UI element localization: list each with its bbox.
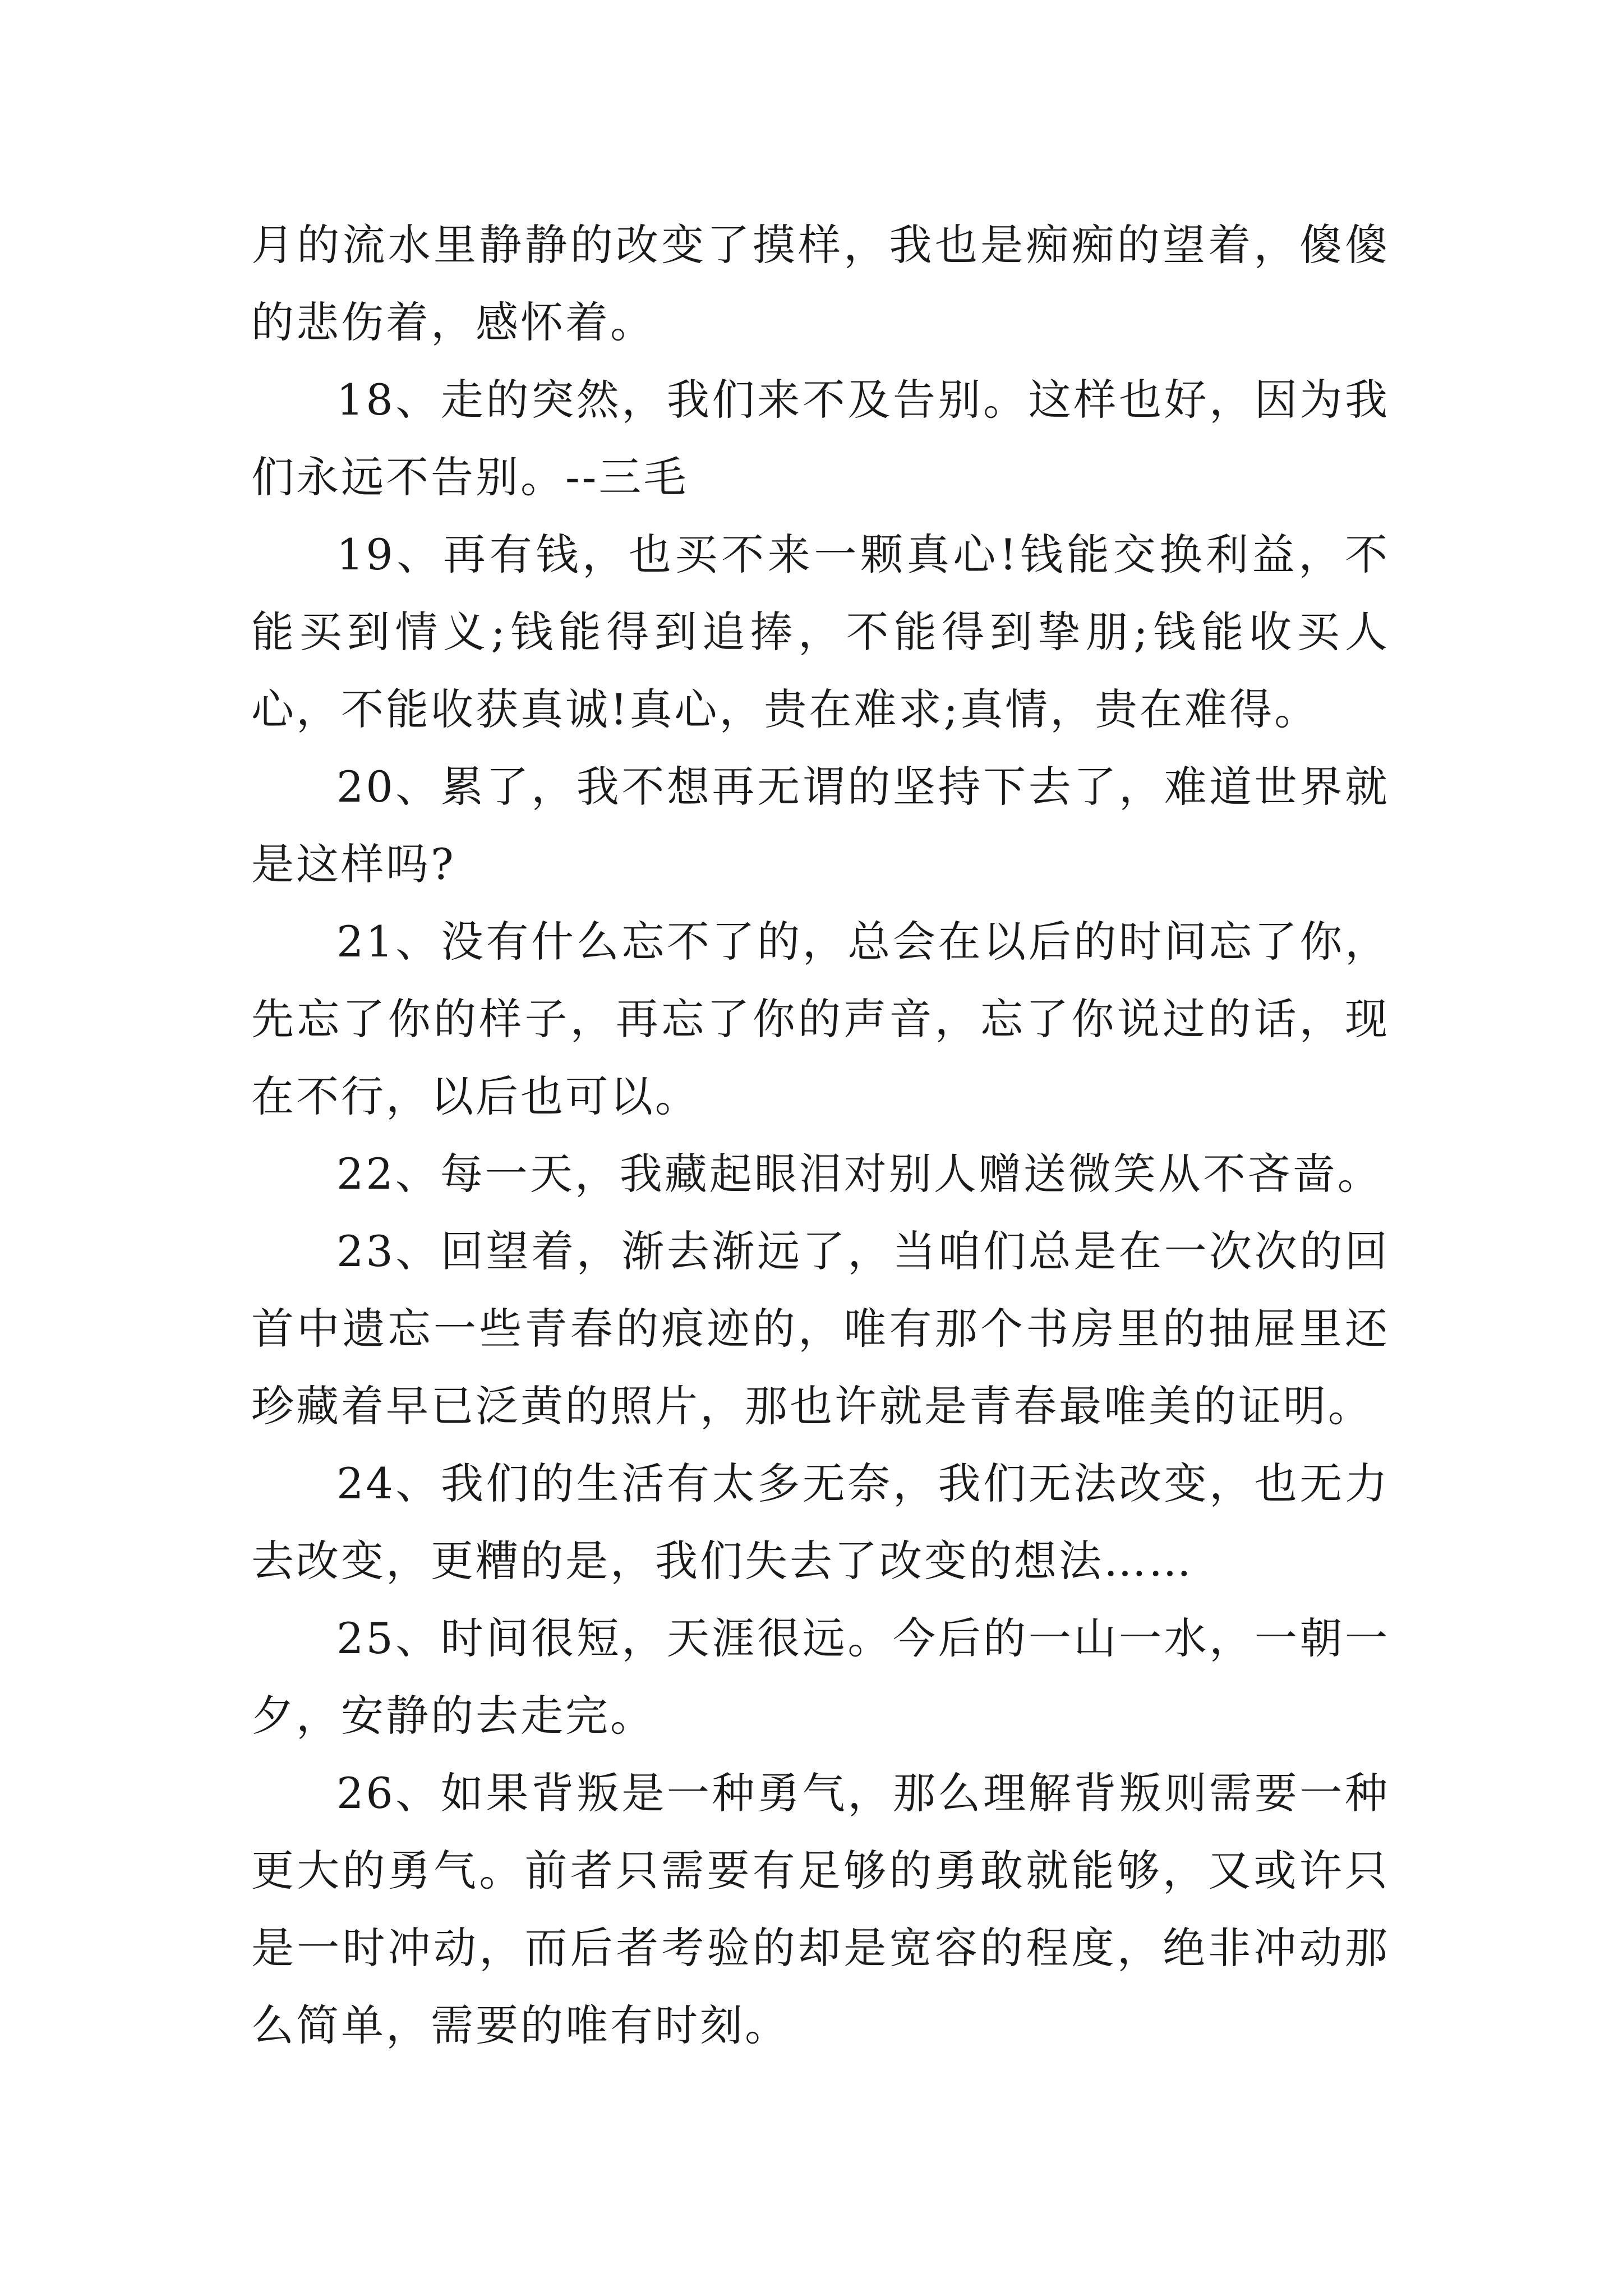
- paragraph-21: 21、没有什么忘不了的，总会在以后的时间忘了你，先忘了你的样子，再忘了你的声音，忘了你说过的话，现在不行，以后也可以。: [251, 917, 1390, 1121]
- paragraph-26: 26、如果背叛是一种勇气，那么理解背叛则需要一种更大的勇气。前者只需要有足够的勇敢就能够，又或许只是一时冲动，而后者考验的却是宽容的程度，绝非冲动那么简单，需要的唯有时刻。: [251, 1768, 1390, 2050]
- paragraph-19: 19、再有钱，也买不来一颗真心!钱能交换利益，不能买到情义;钱能得到追捧，不能得到挚朋;钱能收买人心，不能收获真诚!真心，贵在难求;真情，贵在难得。: [251, 530, 1390, 734]
- paragraph-20: 20、累了，我不想再无谓的坚持下去了，难道世界就是这样吗?: [251, 762, 1390, 889]
- paragraph-23: 23、回望着，渐去渐远了，当咱们总是在一次次的回首中遗忘一些青春的痕迹的，唯有那个书房里的抽屉里还珍藏着早已泛黄的照片，那也许就是青春最唯美的证明。: [251, 1226, 1390, 1431]
- document-body: [251, 206, 1390, 2064]
- paragraph-continuation: 月的流水里静静的改变了摸样，我也是痴痴的望着，傻傻的悲伤着，感怀着。: [251, 220, 1390, 347]
- paragraph-24: 24、我们的生活有太多无奈，我们无法改变，也无力去改变，更糟的是，我们失去了改变的想法……: [251, 1458, 1390, 1586]
- paragraph-18: 18、走的突然，我们来不及告别。这样也好，因为我们永远不告别。--三毛: [251, 375, 1390, 502]
- paragraph-22: 22、每一天，我藏起眼泪对别人赠送微笑从不吝啬。: [336, 1149, 1382, 1199]
- paragraph-25: 25、时间很短，天涯很远。今后的一山一水，一朝一夕，安静的去走完。: [251, 1613, 1390, 1741]
